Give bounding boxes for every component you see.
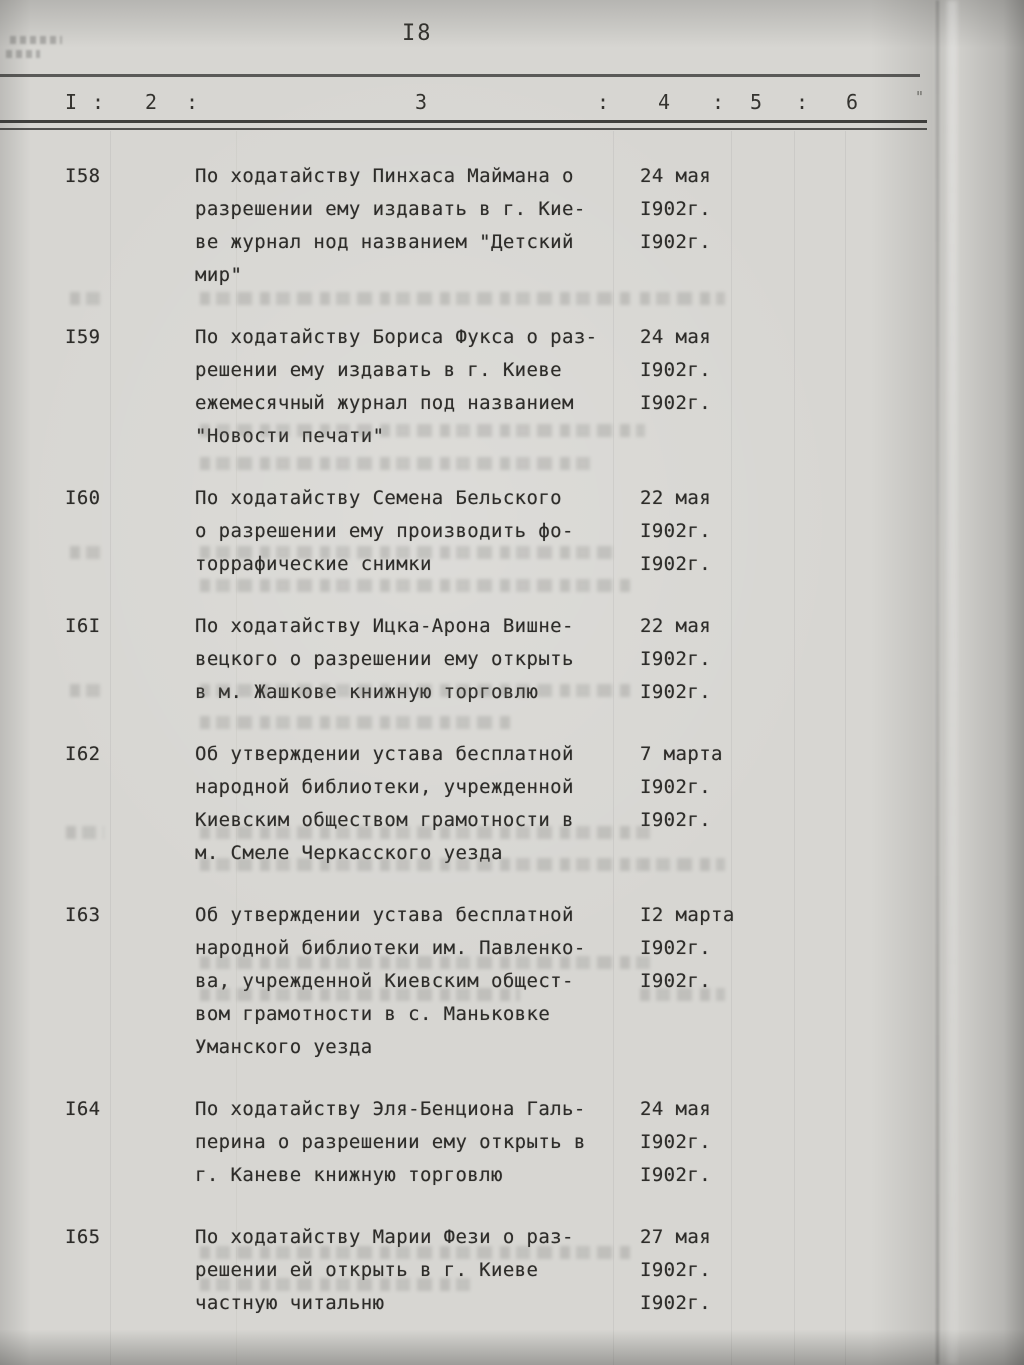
entry-description (195, 610, 640, 709)
date-line: I2 марта (640, 904, 735, 926)
description-line: народной библиотеки им. Павленко- (195, 937, 586, 959)
date-line: I902г. (640, 1131, 712, 1153)
date-line: 24 мая (640, 1098, 712, 1120)
date-line: I902г. (640, 809, 712, 831)
entry-dates (640, 321, 995, 453)
entry-number-text: I62 (65, 743, 101, 765)
date-line: I902г. (640, 648, 712, 670)
entry-dates (640, 738, 995, 870)
date-line: I902г. (640, 1164, 712, 1186)
entry-number-text: I59 (65, 326, 101, 348)
date-line: I902г. (640, 198, 712, 220)
description-line: По ходатайству Пинхаса Маймана о (195, 165, 574, 187)
corner-stamp-mark (6, 50, 40, 58)
column-header-3: 3 (415, 90, 429, 114)
entry-number-text: I6I (65, 615, 101, 637)
date-line: I902г. (640, 1292, 712, 1314)
description-line: в м. Жашкове книжную торговлю (195, 681, 539, 703)
description-line: Об утверждении устава бесплатной (195, 743, 574, 765)
entry-number (65, 160, 195, 292)
table-row (65, 899, 995, 1064)
entry-number-text: I60 (65, 487, 101, 509)
description-line: ва, учрежденной Киевским общест- (195, 970, 574, 992)
table-row (65, 160, 995, 292)
date-line: I902г. (640, 681, 712, 703)
column-header-1: I (65, 90, 79, 114)
description-line: г. Каневе книжную торговлю (195, 1164, 503, 1186)
entry-number-text: I58 (65, 165, 101, 187)
description-line: решении ей открыть в г. Киеве (195, 1259, 539, 1281)
description-line: По ходатайству Бориса Фукса о раз- (195, 326, 598, 348)
description-line: По ходатайству Семена Бельского (195, 487, 563, 509)
table-row (65, 321, 995, 453)
entry-number-text: I63 (65, 904, 101, 926)
description-line: По ходатайству Эля-Бенциона Галь- (195, 1098, 586, 1120)
date-line: 7 марта (640, 743, 723, 765)
date-line: 22 мая (640, 615, 712, 637)
date-line: I902г. (640, 553, 712, 575)
date-line: I902г. (640, 1259, 712, 1281)
table-row (65, 1221, 995, 1320)
description-line: о разрешении ему производить фо- (195, 520, 574, 542)
description-line: м. Смеле Черкасского уезда (195, 842, 503, 864)
entry-number (65, 482, 195, 581)
entry-description (195, 321, 640, 453)
entry-number (65, 899, 195, 1064)
description-line: ежемесячный журнал под названием (195, 392, 574, 414)
entry-number (65, 1221, 195, 1320)
column-separator: : (597, 90, 611, 114)
date-line: 27 мая (640, 1226, 712, 1248)
table-header-double-rule (0, 120, 927, 130)
table-top-rule (0, 74, 920, 77)
column-separator: : (92, 90, 106, 114)
description-line: Об утверждении устава бесплатной (195, 904, 574, 926)
entry-description (195, 1221, 640, 1320)
description-line: перина о разрешении ему открыть в (195, 1131, 586, 1153)
entry-description (195, 160, 640, 292)
description-line: ве журнал нод названием "Детский (195, 231, 574, 253)
column-header-6: 6 (846, 90, 860, 114)
date-line: I902г. (640, 231, 712, 253)
entry-description (195, 482, 640, 581)
entry-dates (640, 899, 995, 1064)
description-line: решении ему издавать в г. Киеве (195, 359, 563, 381)
date-line: 24 мая (640, 165, 712, 187)
description-line: разрешении ему издавать в г. Кие- (195, 198, 586, 220)
table-row (65, 738, 995, 870)
paper-crease (936, 0, 939, 1365)
entries-table (65, 160, 995, 1349)
paper-fold-highlight (947, 0, 957, 1365)
column-header-2: 2 (145, 90, 159, 114)
date-line: I902г. (640, 776, 712, 798)
date-line: I902г. (640, 520, 712, 542)
entry-dates (640, 1093, 995, 1192)
table-row (65, 482, 995, 581)
date-line: I902г. (640, 359, 712, 381)
entry-description (195, 1093, 640, 1192)
entry-number-text: I64 (65, 1098, 101, 1120)
description-line: вом грамотности в с. Маньковке (195, 1003, 551, 1025)
description-line: Уманского уезда (195, 1036, 373, 1058)
entry-number (65, 738, 195, 870)
page-number: I8 (402, 21, 433, 46)
column-separator: : (186, 90, 200, 114)
description-line: частную читальню (195, 1292, 385, 1314)
date-line: I902г. (640, 937, 712, 959)
edge-quote-mark: " (915, 88, 925, 106)
description-line: Киевским обществом грамотности в (195, 809, 574, 831)
entry-number (65, 321, 195, 453)
description-line: торрафические снимки (195, 553, 432, 575)
corner-stamp-mark (10, 36, 62, 44)
table-row (65, 1093, 995, 1192)
date-line: I902г. (640, 970, 712, 992)
column-separator: : (796, 90, 810, 114)
description-line: По ходатайству Марии Фези о раз- (195, 1226, 574, 1248)
column-separator: : (712, 90, 726, 114)
entry-dates (640, 482, 995, 581)
entry-description (195, 899, 640, 1064)
entry-dates (640, 160, 995, 292)
column-header-5: 5 (750, 90, 764, 114)
description-line: "Новости печати" (195, 425, 385, 447)
table-row (65, 610, 995, 709)
description-line: мир" (195, 264, 243, 286)
description-line: По ходатайству Ицка-Арона Вишне- (195, 615, 574, 637)
entry-dates (640, 1221, 995, 1320)
entry-number-text: I65 (65, 1226, 101, 1248)
entry-number (65, 1093, 195, 1192)
entry-description (195, 738, 640, 870)
entry-dates (640, 610, 995, 709)
date-line: I902г. (640, 392, 712, 414)
description-line: вецкого о разрешении ему открыть (195, 648, 574, 670)
column-header-4: 4 (658, 90, 672, 114)
date-line: 24 мая (640, 326, 712, 348)
date-line: 22 мая (640, 487, 712, 509)
description-line: народной библиотеки, учрежденной (195, 776, 574, 798)
entry-number (65, 610, 195, 709)
